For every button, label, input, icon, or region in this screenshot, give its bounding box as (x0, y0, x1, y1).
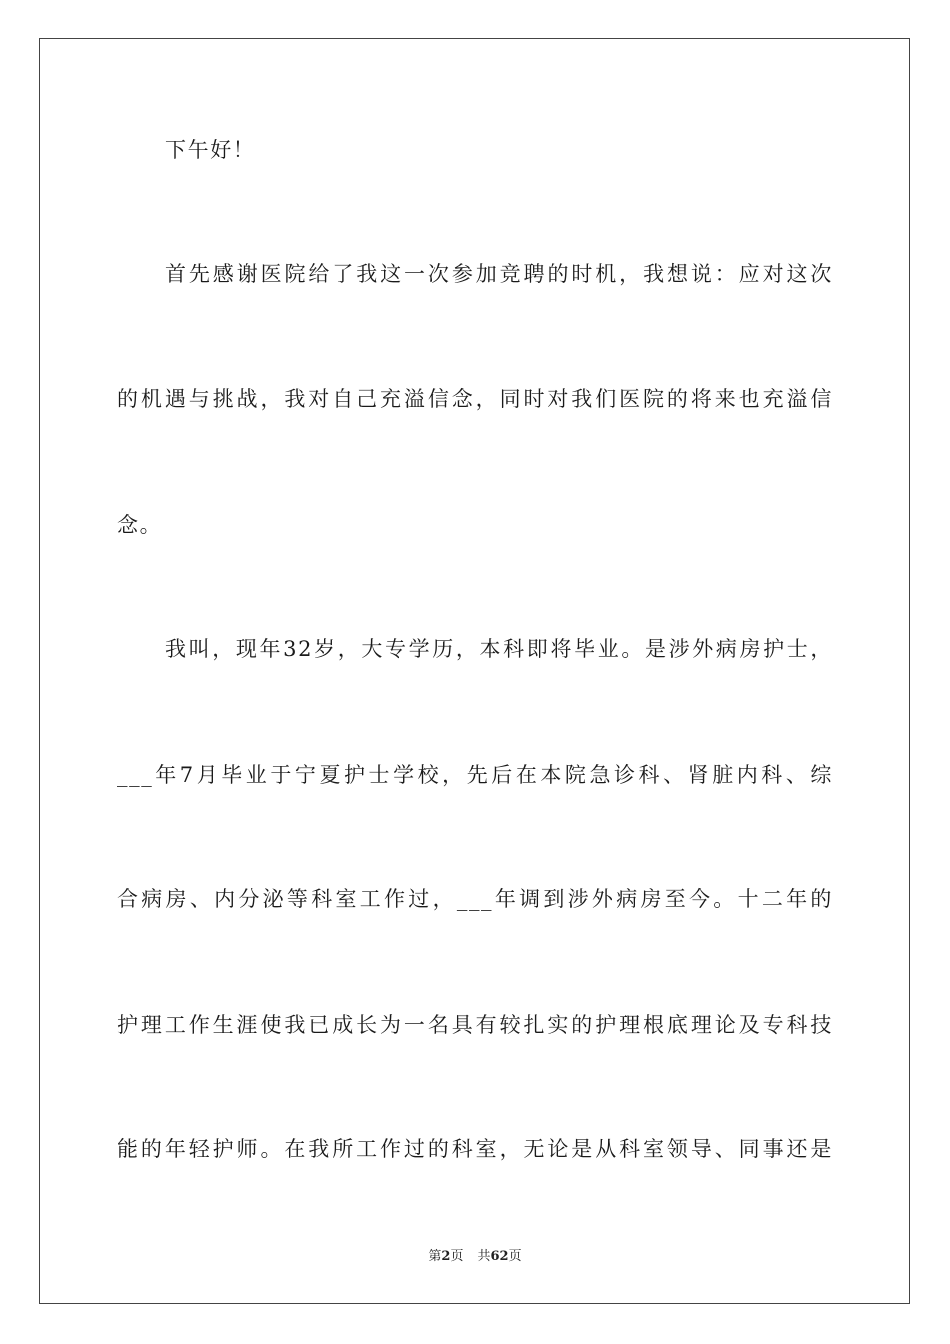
paragraph-line: 念。 (117, 513, 163, 537)
page-suffix: 页 (450, 1249, 464, 1264)
paragraph-line: 我叫，现年32岁，大专学历，本科即将毕业。是涉外病房护士， (165, 637, 833, 661)
paragraph-line: 能的年轻护师。在我所工作过的科室，无论是从科室领导、同事还是 (117, 1137, 833, 1161)
page-border (39, 38, 910, 1304)
paragraph-line: 合病房、内分泌等科室工作过，___年调到涉外病房至今。十二年的 (117, 887, 833, 911)
page-footer (0, 1248, 950, 1266)
paragraph-line: 的机遇与挑战，我对自己充溢信念，同时对我们医院的将来也充溢信 (117, 387, 833, 411)
total-suffix: 页 (508, 1249, 522, 1264)
paragraph-line: 首先感谢医院给了我这一次参加竞聘的时机，我想说：应对这次 (165, 262, 833, 286)
paragraph-line: ___年7月毕业于宁夏护士学校，先后在本院急诊科、肾脏内科、综 (117, 763, 833, 787)
total-prefix: 共 (477, 1249, 491, 1264)
page-number: 2 (441, 1249, 451, 1264)
page-prefix: 第 (428, 1249, 442, 1264)
greeting-line: 下午好！ (165, 138, 256, 162)
paragraph-line: 护理工作生涯使我已成长为一名具有较扎实的护理根底理论及专科技 (117, 1013, 833, 1037)
total-pages: 62 (490, 1249, 509, 1264)
